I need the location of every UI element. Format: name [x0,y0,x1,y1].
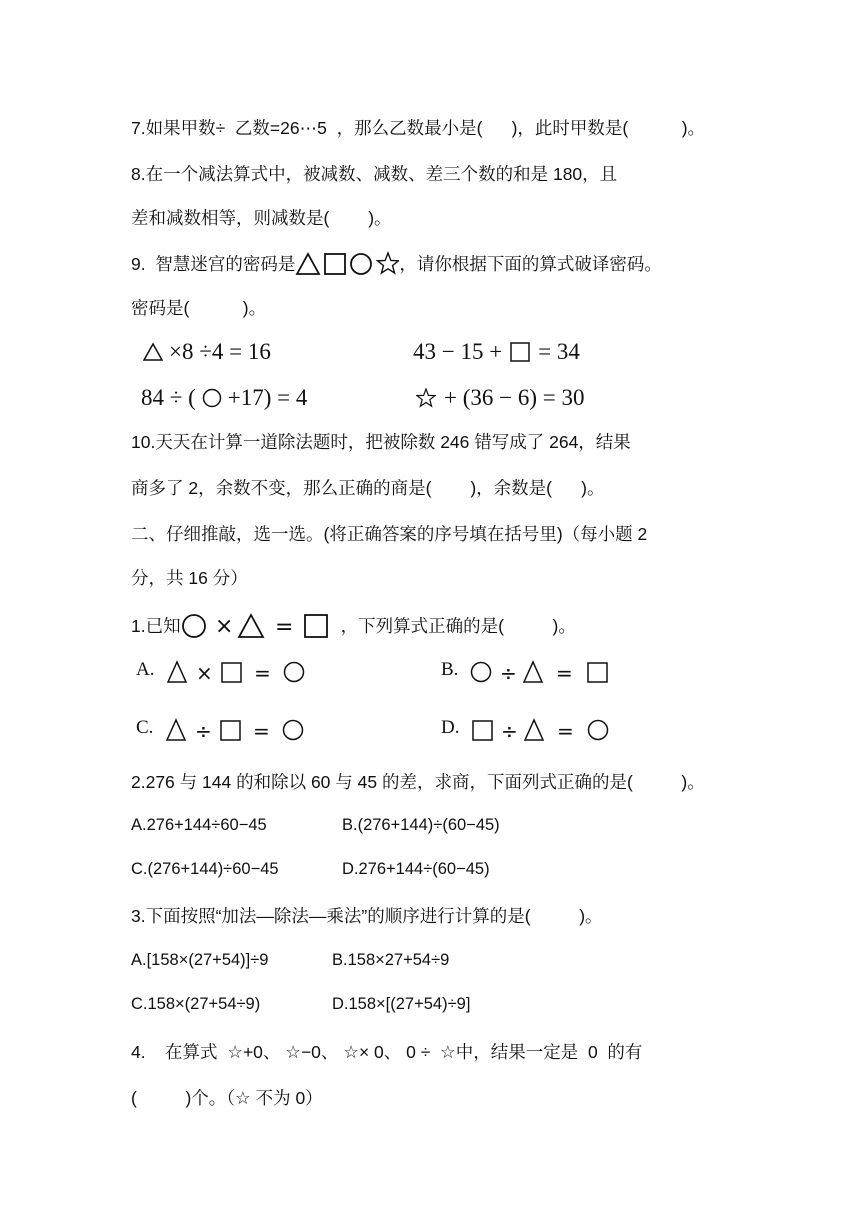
svg-text:=: = [253,719,271,743]
section-2-question-1 [131,611,576,641]
section-2-question-3: 3.下面按照“加法—除法—乘法”的顺序进行计算的是( )。 [131,906,603,926]
svg-text:÷: ÷ [195,719,213,743]
svg-text:×: × [196,661,214,685]
s2-option-d[interactable]: D.276+144÷(60−45) [342,860,490,878]
star-icon [416,388,436,408]
equation-4 [416,383,584,413]
svg-text:÷: ÷ [500,661,518,685]
equation-1 [143,337,271,367]
svg-text:×: × [214,614,234,639]
square-divide-triangle-equals-circle-icon [471,717,613,743]
svg-text:÷: ÷ [501,719,519,743]
s1-suffix: ，下列算式正确的是( )。 [340,616,576,636]
circle-times-triangle-equals-square-icon [181,611,341,641]
section-2-question-4-line-1: 4. 在算式 ☆+0、 ☆−0、 ☆× 0、 0 ÷ ☆中，结果一定是 0 的有 [131,1042,643,1062]
equation-2 [413,337,580,367]
section-2-heading: 二、仔细推敲，选一选。(将正确答案的序号填在括号里)（每小题 2 [131,524,648,544]
equation-2-result: = 34 [538,339,580,364]
svg-text:=: = [254,661,272,685]
s2-option-b[interactable]: B.(276+144)÷(60−45) [342,816,500,834]
circle-divide-triangle-equals-square-icon [470,659,612,685]
equation-3-text-b: +17) = 4 [227,385,308,410]
equation-1-text: ×8 ÷4 = 16 [169,339,271,364]
s3-option-c[interactable]: C.158×(27+54÷9) [131,995,261,1013]
triangle-icon [143,343,163,361]
svg-text:=: = [556,661,574,685]
question-9-suffix: ，请你根据下面的算式破译密码。 [399,254,662,274]
option-a[interactable] [136,655,308,685]
section-2-question-2: 2.276 与 144 的和除以 60 与 45 的差，求商，下面列式正确的是( )。 [131,772,705,792]
s3-option-d[interactable]: D.158×[(27+54)÷9] [332,995,471,1013]
equation-4-text: + (36 − 6) = 30 [444,385,585,410]
svg-text:=: = [274,615,294,640]
svg-text:=: = [557,719,575,743]
question-8-line-1: 8.在一个减法算式中，被减数、减数、差三个数的和是 180，且 [131,164,618,184]
question-7: 7.如果甲数÷ 乙数=26⋯5 ，那么乙数最小是( )，此时甲数是( )。 [131,118,706,138]
option-c-label: C. [136,717,154,738]
circle-icon [202,388,222,408]
equation-2-text: 43 − 15 + [413,339,503,364]
question-10-line-2: 商多了 2，余数不变，那么正确的商是( )，余数是( )。 [131,478,605,498]
triangle-divide-square-equals-circle-icon [165,717,307,743]
question-9-prefix: 9. 智慧迷宫的密码是 [131,254,296,274]
square-icon [510,342,530,362]
question-8-line-2: 差和减数相等，则减数是( )。 [131,208,392,228]
equation-3 [141,383,307,413]
option-b-label: B. [441,659,459,680]
section-2-question-4-line-2: ( )个。（☆ 不为 0） [131,1088,323,1108]
s3-option-b[interactable]: B.158×27+54÷9 [332,951,450,969]
question-10-line-1: 10.天天在计算一道除法题时，把被除数 246 错写成了 264，结果 [131,432,631,452]
s2-option-a[interactable]: A.276+144÷60−45 [131,816,267,834]
option-a-label: A. [136,659,155,680]
s2-option-c[interactable]: C.(276+144)÷60−45 [131,860,279,878]
section-2-heading-line-2: 分，共 16 分） [131,568,248,588]
s1-prefix: 1.已知 [131,616,181,636]
option-b[interactable] [441,655,612,685]
equation-3-text-a: 84 ÷ ( [141,385,196,410]
triangle-times-square-equals-circle-icon [166,659,308,685]
question-9-line-1 [131,251,662,277]
s3-option-a[interactable]: A.[158×(27+54)]÷9 [131,951,269,969]
question-9-line-2: 密码是( )。 [131,298,267,318]
option-c[interactable] [136,713,307,743]
option-d-label: D. [441,717,460,738]
password-shapes-icon [295,251,399,277]
option-d[interactable] [441,713,613,743]
